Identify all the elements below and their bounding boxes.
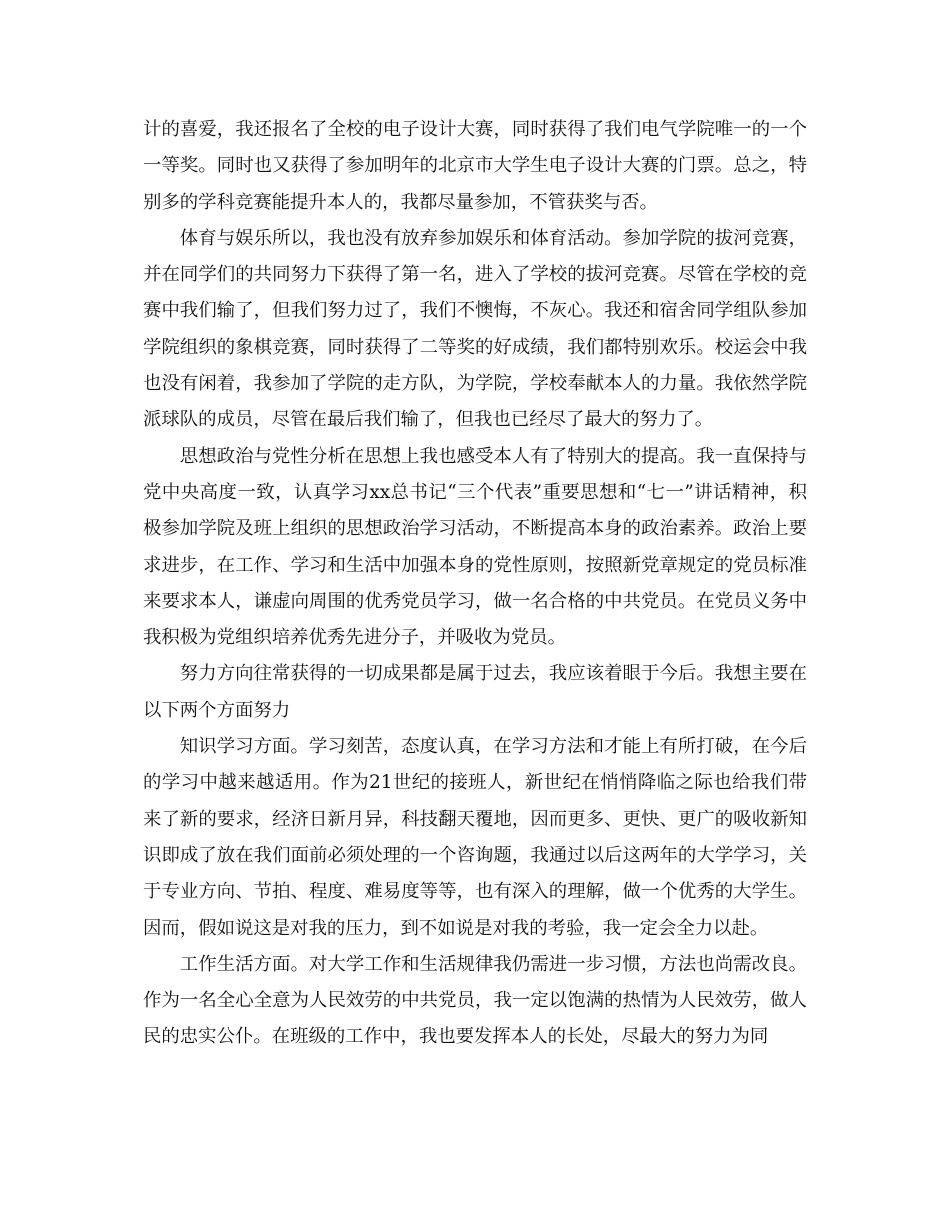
paragraph-knowledge-study: 知识学习方面。学习刻苦，态度认真，在学习方法和才能上有所打破，在今后的学习中越来越适用。作为21世纪的接班人，新世纪在悄悄降临之际也给我们带来了新的要求，经济日新月异，科技翻天覆地，因而更多、更快、更广的吸收新知识即成了放在我们面前必须处理的一个咨询题，我通过以后这两年的大学学习，关于专业方向、节拍、程度、难易度等等，也有深入的理解，做一个优秀的大学生。因而，假如说这是对我的压力，到不如说是对我的考验，我一定会全力以赴。 [143,736,807,939]
paragraph-political-thought: 思想政治与党性分析在思想上我也感受本人有了特别大的提高。我一直保持与党中央高度一致，认真学习xx总书记“三个代表”重要思想和“七一”讲话精神，积极参加学院及班上组织的思想政治学习活动，不断提高本身的政治素养。政治上要求进步，在工作、学习和生活中加强本身的党性原则，按照新党章规定的党员标准来要求本人，谦虚向周围的优秀党员学习，做一名合格的中共党员。在党员义务中我积极为党组织培养优秀先进分子，并吸收为党员。 [143,445,807,649]
document-body [143,112,807,1056]
paragraph-future-direction: 努力方向往常获得的一切成果都是属于过去，我应该着眼于今后。我想主要在以下两个方面努力 [143,663,807,721]
paragraph-work-life: 工作生活方面。对大学工作和生活规律我仍需进一步习惯，方法也尚需改良。作为一名全心全意为人民效劳的中共党员，我一定以饱满的热情为人民效劳，做人民的忠实公仆。在班级的工作中，我也要发挥本人的长处，尽最大的努力为同 [143,953,807,1048]
paragraph-academic-competitions: 计的喜爱，我还报名了全校的电子设计大赛，同时获得了我们电气学院唯一的一个一等奖。同时也又获得了参加明年的北京市大学生电子设计大赛的门票。总之，特别多的学科竞赛能提升本人的，我都尽量参加，不管获奖与否。 [143,119,807,213]
paragraph-sports-entertainment: 体育与娱乐所以，我也没有放弃参加娱乐和体育活动。参加学院的拔河竞赛，并在同学们的共同努力下获得了第一名，进入了学校的拔河竞赛。尽管在学校的竞赛中我们输了，但我们努力过了，我们不懊悔，不灰心。我还和宿舍同学组队参加学院组织的象棋竞赛，同时获得了二等奖的好成绩，我们都特别欢乐。校运会中我也没有闲着，我参加了学院的走方队，为学院，学校奉献本人的力量。我依然学院派球队的成员，尽管在最后我们输了，但我也已经尽了最大的努力了。 [143,227,807,431]
